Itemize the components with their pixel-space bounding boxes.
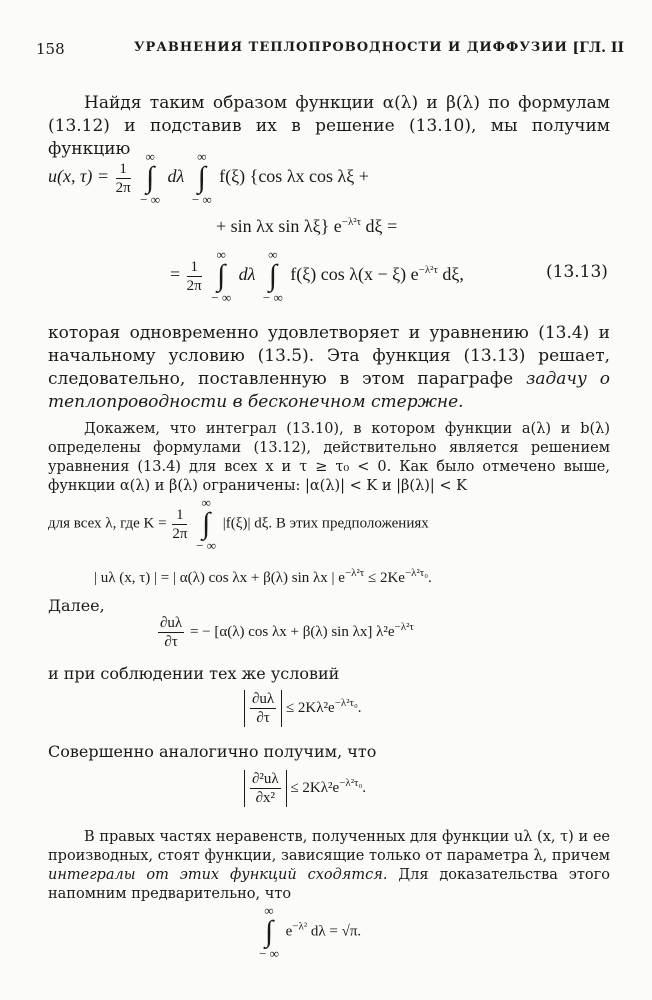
equation-13-13-line2: + sin λx sin λξ} $e^{-\lambda^2\tau}$ dξ = (216, 216, 398, 236)
inequality-second-derivative: $\frac{\text{∂²uλ}}{\text{∂x²}}$ ≤ $2K\lambda^2e^{-\lambda^2\tau_0}$. (244, 770, 366, 807)
eq1-lhs: u(x, τ) = (48, 166, 110, 187)
paragraph-5: и при соблюдении тех же условий (48, 664, 340, 683)
paragraph-2: которая одновременно удовлетворяет и уравнению (13.4) и начальному условию (13.5). Эта функция (13.13) решает, следовательно, поставленную в этом параграфе задачу о теплопроводности в бесконечном стержне. (48, 323, 610, 412)
inequality-u-lambda: | uλ (x, τ) | = | α(λ) cos λx + β(λ) sin λx | $e^{-\lambda^2\tau} \le 2Ke^{-\lambda^2\tau_0}$. (94, 567, 432, 586)
paragraph-1: Найдя таким образом функции α(λ) и β(λ) по формулам (13.12) и подставив их в решение (13.10), мы получим функцию (48, 93, 610, 159)
paragraph-7: В правых частях неравенств, полученных для функции uλ (x, τ) и ее производных, стоят функции, зависящие только от параметра λ, причем интегралы от этих функций сходятся. Для доказательства этого напомним предварительно, что (48, 829, 610, 902)
page-number: 158 (36, 40, 65, 58)
inequality-derivative-tau: $\frac{\partial u\lambda}{\partial\tau}$ ≤ $2K\lambda^2e^{-\lambda^2\tau_0}$. (244, 690, 362, 727)
gaussian-integral: ∞ ∫ − ∞ $e^{-\lambda^2}$ dλ = √π. (259, 903, 362, 961)
paragraph-4: для всех λ, где K = $\frac{1}{2\pi}$ ∞ ∫ − ∞ |f(ξ)| dξ. В этих предположениях (48, 495, 429, 553)
eq1-dlambda: dλ (167, 166, 185, 187)
equation-number: (13.13) (546, 262, 608, 282)
paragraph-6: Совершенно аналогично получим, что (48, 742, 377, 761)
eq1-integral-1: ∞ ∫ − ∞ (140, 149, 161, 207)
derivative-tau: $\frac{\partial u\lambda}{\partial\tau}$ = − [α(λ) cos λx + β(λ) sin λx] $\lambda^2e^{-\lambda^2\tau}$ (160, 615, 414, 650)
paragraph-3: Докажем, что интеграл (13.10), в котором функции a(λ) и b(λ) определены формулами (13.12), действительно является решением уравнения (13.4) для всех x и τ ≥ τ₀ < 0. Как было отмечено выше, функции α(λ) и β(λ) ограничены: |α(λ)| < K и |β(λ)| < K (48, 421, 610, 494)
running-title: УРАВНЕНИЯ ТЕПЛОПРОВОДНОСТИ И ДИФФУЗИИ (134, 40, 568, 55)
equation-13-13-line1 (48, 150, 369, 206)
emphasis-heat-problem: задачу о теплопроводности в бесконечном стержне. (48, 369, 610, 412)
eq1-integrand: f(ξ) {cos λx cos λξ + (219, 166, 369, 187)
chapter-label: [ГЛ. II (572, 40, 624, 56)
eq1-integral-2: ∞ ∫ − ∞ (191, 149, 212, 207)
equation-13-13-line3: = $\frac{1}{2\pi}$ ∞ ∫ − ∞ dλ ∞ ∫ − ∞ f(ξ) cos λ(x − ξ) $e^{-\lambda^2\tau}$ dξ, (170, 247, 464, 305)
running-header (36, 40, 624, 64)
eq1-frac: $\frac{1}{2\pi}$ (115, 160, 131, 196)
dalee: Далее, (48, 596, 105, 615)
